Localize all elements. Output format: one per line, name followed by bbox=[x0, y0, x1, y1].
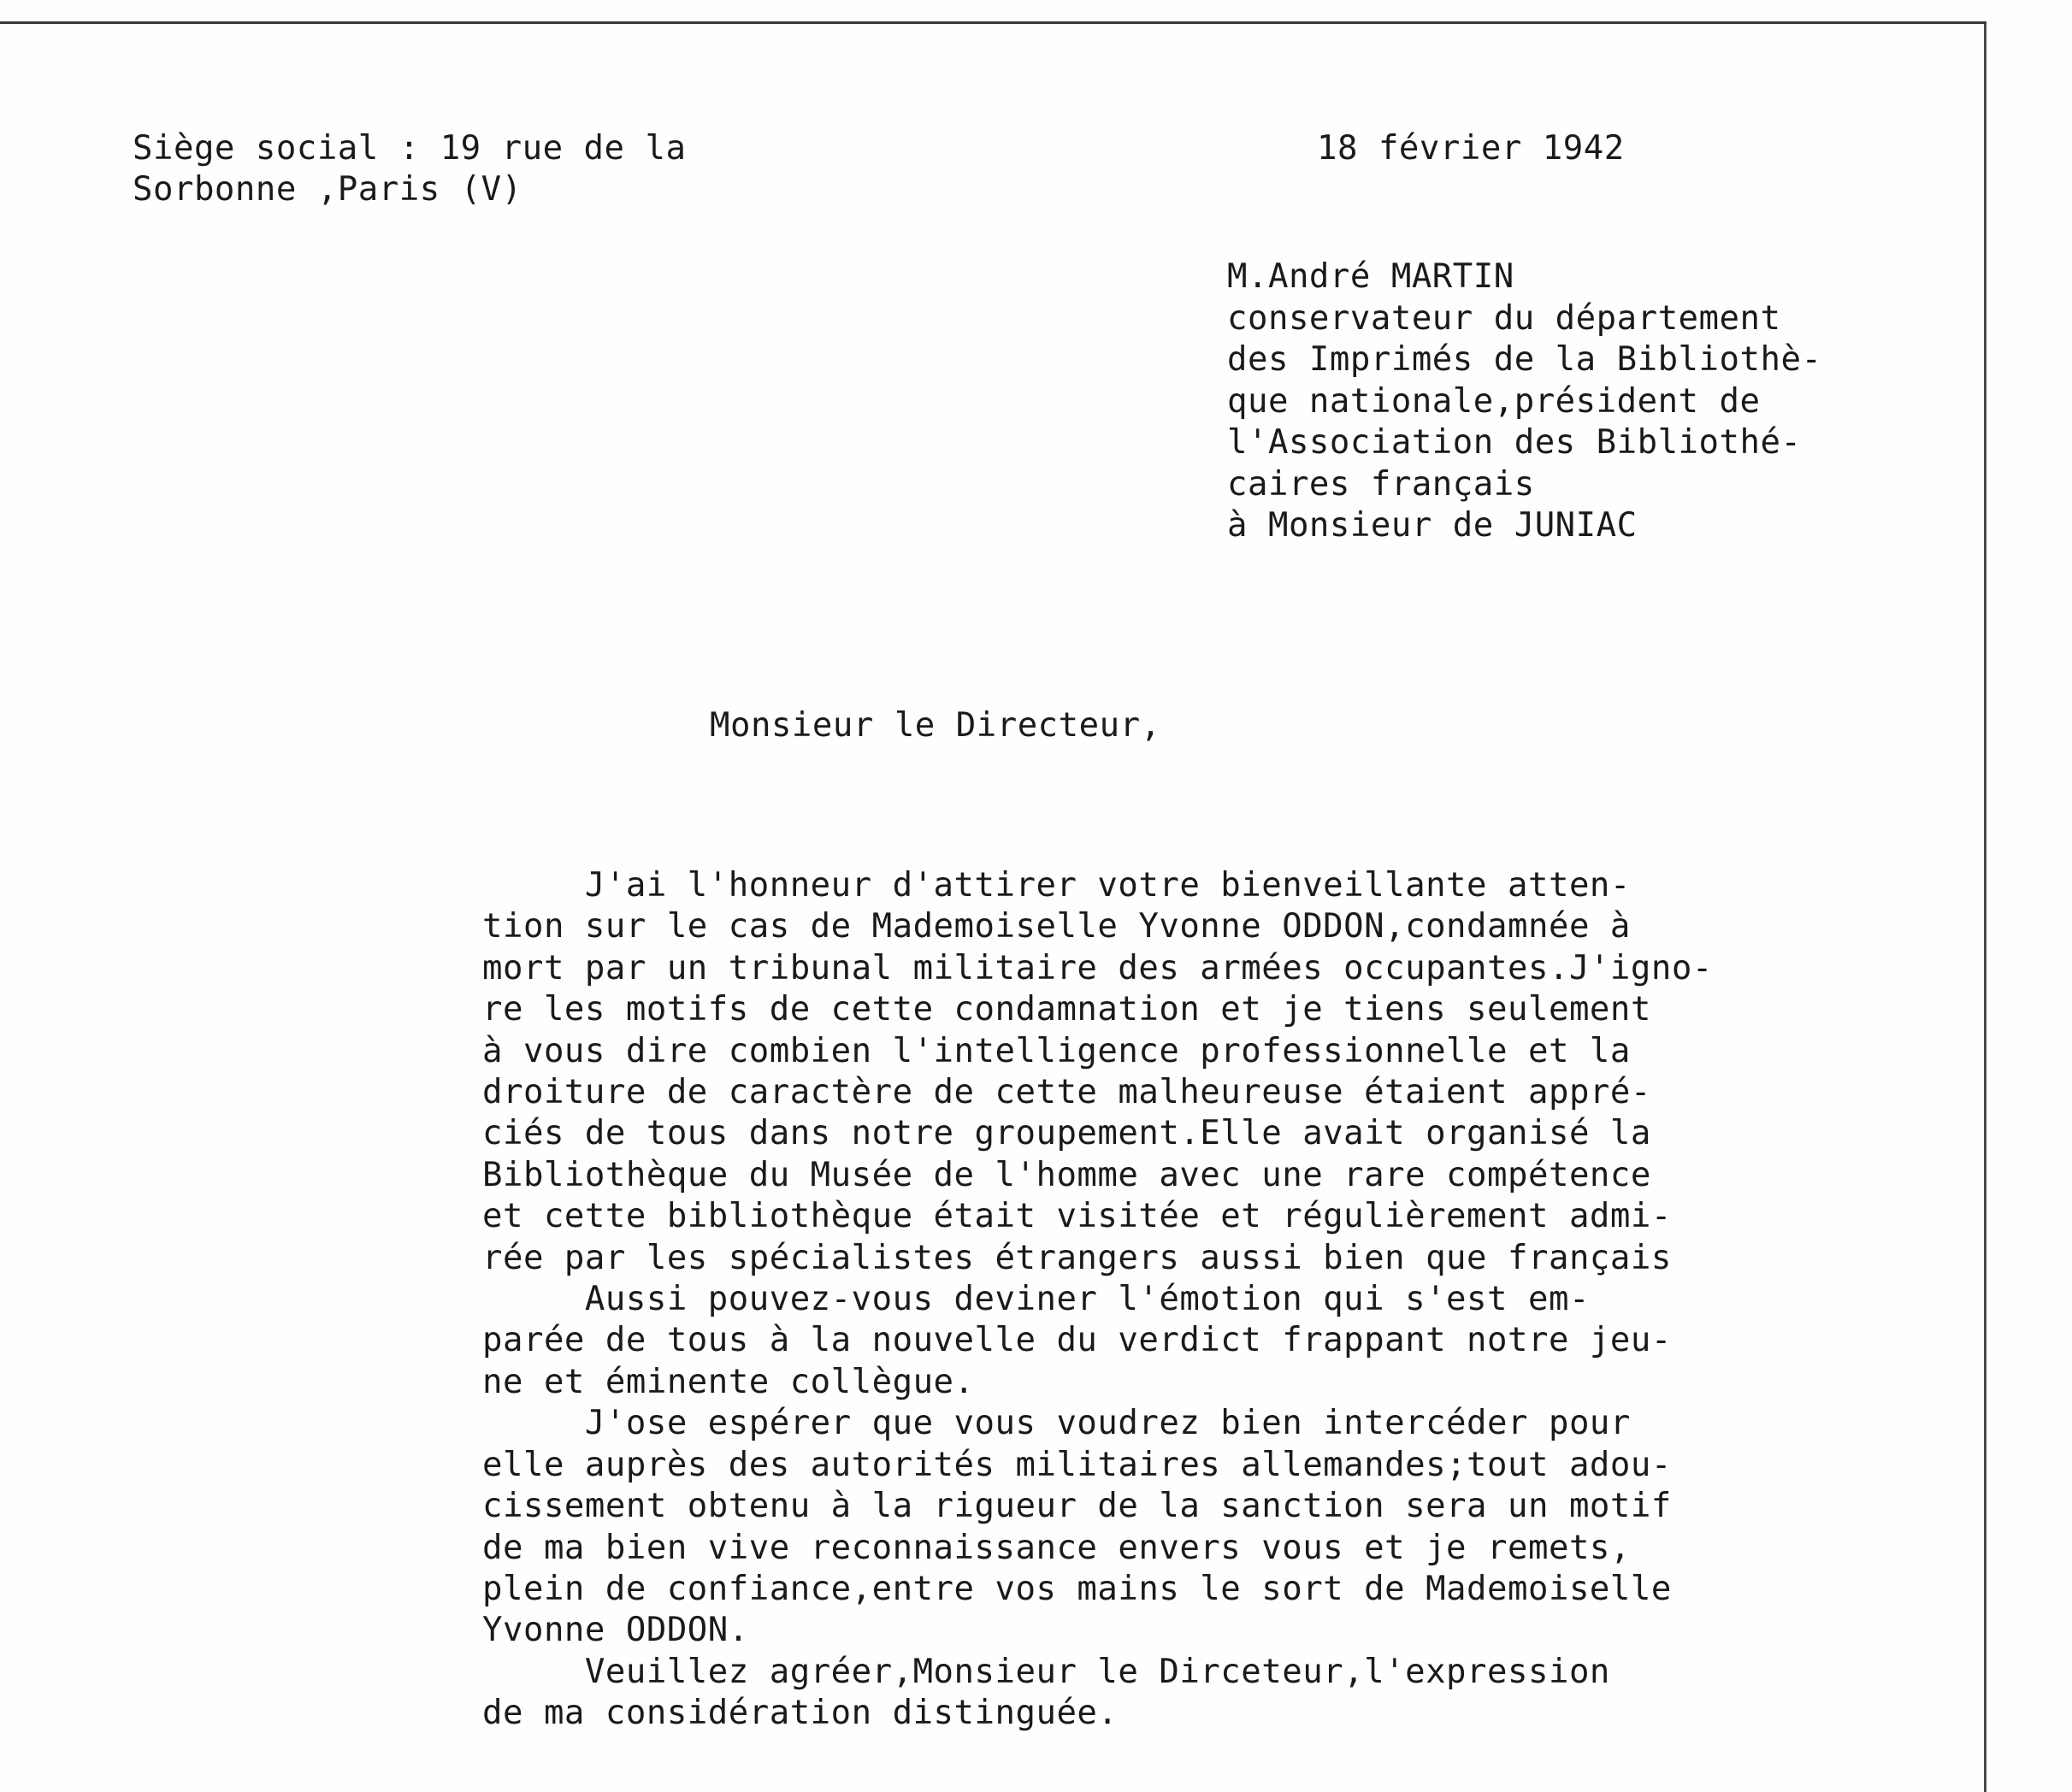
body-line: plein de confiance,entre vos mains le sort de Mademoiselle bbox=[482, 1569, 1672, 1608]
body-line: Aussi pouvez-vous deviner l'émotion qui s'est em- bbox=[482, 1280, 1590, 1319]
body-line: elle auprès des autorités militaires allemandes;tout adou- bbox=[482, 1445, 1672, 1484]
body-line: tion sur le cas de Mademoiselle Yvonne ODDON,condamnée à bbox=[482, 907, 1631, 946]
recipient-line: des Imprimés de la Bibliothè- bbox=[1227, 340, 1822, 379]
body-line: droiture de caractère de cette malheureuse étaient appré- bbox=[482, 1073, 1651, 1112]
body-line: ne et éminente collègue. bbox=[482, 1362, 975, 1401]
body-line: re les motifs de cette condamnation et je tiens seulement bbox=[482, 990, 1651, 1029]
body-line: Bibliothèque du Musée de l'homme avec une rare compétence bbox=[482, 1155, 1651, 1194]
body-line: mort par un tribunal militaire des armées occupantes.J'igno- bbox=[482, 948, 1713, 987]
page-right-edge bbox=[1984, 24, 1986, 1792]
body-line: à vous dire combien l'intelligence professionnelle et la bbox=[482, 1031, 1631, 1070]
body-line: parée de tous à la nouvelle du verdict frappant notre jeu- bbox=[482, 1321, 1672, 1360]
recipient-block bbox=[1227, 256, 1821, 547]
recipient-line: conservateur du département bbox=[1227, 298, 1781, 338]
body-line: J'ai l'honneur d'attirer votre bienveillante atten- bbox=[482, 866, 1631, 905]
page-top-edge bbox=[0, 21, 1986, 24]
salutation: Monsieur le Directeur, bbox=[710, 706, 1161, 745]
letter-body bbox=[482, 865, 1713, 1735]
body-line: Yvonne ODDON. bbox=[482, 1611, 749, 1650]
recipient-line: M.André MARTIN bbox=[1227, 257, 1514, 296]
body-line: J'ose espérer que vous voudrez bien intercéder pour bbox=[482, 1404, 1631, 1443]
body-line: et cette bibliothèque était visitée et régulièrement admi- bbox=[482, 1197, 1672, 1236]
body-line: ciés de tous dans notre groupement.Elle avait organisé la bbox=[482, 1114, 1651, 1153]
body-line: Veuillez agréer,Monsieur le Dirceteur,l'expression bbox=[482, 1652, 1610, 1691]
body-line: cissement obtenu à la rigueur de la sanction sera un motif bbox=[482, 1487, 1672, 1526]
recipient-line: à Monsieur de JUNIAC bbox=[1227, 506, 1638, 545]
sender-line: Siège social : 19 rue de la bbox=[133, 129, 687, 168]
body-line: de ma bien vive reconnaissance envers vous et je remets, bbox=[482, 1528, 1631, 1567]
recipient-line: l'Association des Bibliothé- bbox=[1227, 423, 1802, 462]
letter-date: 18 février 1942 bbox=[1317, 129, 1625, 168]
sender-address bbox=[133, 128, 686, 210]
body-line: rée par les spécialistes étrangers aussi bien que français bbox=[482, 1238, 1672, 1277]
recipient-line: que nationale,président de bbox=[1227, 381, 1761, 421]
recipient-line: caires français bbox=[1227, 464, 1535, 504]
body-line: de ma considération distinguée. bbox=[482, 1694, 1119, 1733]
sender-line: Sorbonne ,Paris (V) bbox=[133, 170, 522, 209]
